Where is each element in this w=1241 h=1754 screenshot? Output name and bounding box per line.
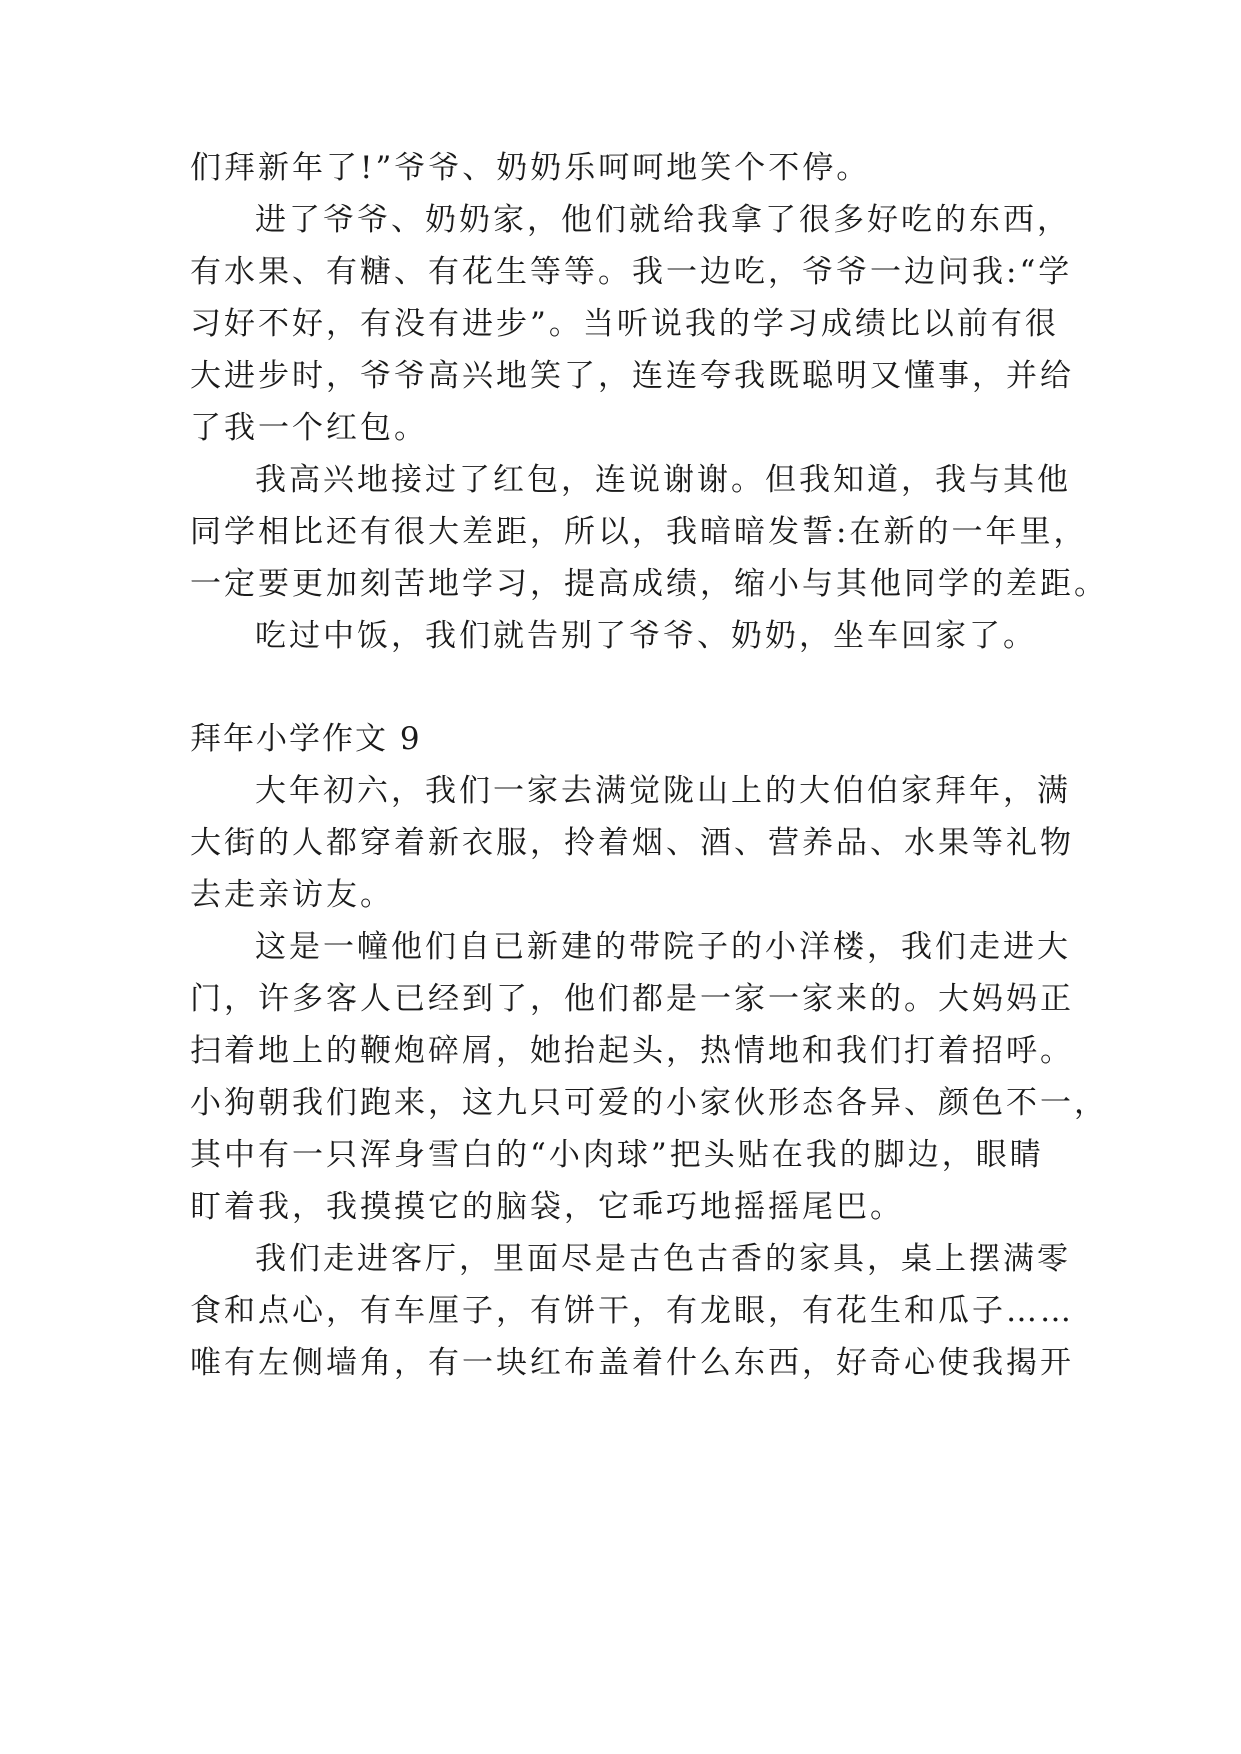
text-line: 门，许多客人已经到了，他们都是一家一家来的。大妈妈正	[190, 981, 1074, 1017]
text-line: 小狗朝我们跑来，这九只可爱的小家伙形态各异、颜色不一，	[190, 1085, 1108, 1121]
text-line: 其中有一只浑身雪白的“小肉球”把头贴在我的脚边，眼睛	[190, 1137, 1044, 1173]
paragraph-start: 进了爷爷、奶奶家，他们就给我拿了很多好吃的东西，	[255, 202, 1071, 238]
paragraph-start: 大年初六，我们一家去满觉陇山上的大伯伯家拜年，满	[255, 773, 1071, 809]
section-title: 拜年小学作文 9	[190, 721, 422, 757]
text-line: 食和点心，有车厘子，有饼干，有龙眼，有花生和瓜子……	[190, 1293, 1074, 1329]
paragraph-start: 我们走进客厅，里面尽是古色古香的家具，桌上摆满零	[255, 1241, 1071, 1277]
text-line: 盯着我，我摸摸它的脑袋，它乖巧地摇摇尾巴。	[190, 1189, 904, 1225]
text-line: 去走亲访友。	[190, 877, 394, 913]
text-line: 唯有左侧墙角，有一块红布盖着什么东西，好奇心使我揭开	[190, 1345, 1074, 1381]
text-line: 大进步时，爷爷高兴地笑了，连连夸我既聪明又懂事，并给	[190, 358, 1074, 394]
text-line: 扫着地上的鞭炮碎屑，她抬起头，热情地和我们打着招呼。	[190, 1033, 1074, 1069]
text-line: 一定要更加刻苦地学习，提高成绩，缩小与其他同学的差距。	[190, 566, 1108, 602]
text-line: 同学相比还有很大差距，所以，我暗暗发誓:在新的一年里，	[190, 514, 1088, 550]
paragraph-start: 这是一幢他们自已新建的带院子的小洋楼，我们走进大	[255, 929, 1071, 965]
text-line: 有水果、有糖、有花生等等。我一边吃，爷爷一边问我:“学	[190, 254, 1073, 290]
paragraph-start: 我高兴地接过了红包，连说谢谢。但我知道，我与其他	[255, 462, 1071, 498]
text-line: 们拜新年了!”爷爷、奶奶乐呵呵地笑个不停。	[190, 150, 871, 186]
text-line: 了我一个红包。	[190, 410, 428, 446]
text-line: 习好不好，有没有进步”。当听说我的学习成绩比以前有很	[190, 306, 1059, 342]
paragraph-start: 吃过中饭，我们就告别了爷爷、奶奶，坐车回家了。	[255, 618, 1037, 654]
text-line: 大街的人都穿着新衣服，拎着烟、酒、营养品、水果等礼物	[190, 825, 1074, 861]
